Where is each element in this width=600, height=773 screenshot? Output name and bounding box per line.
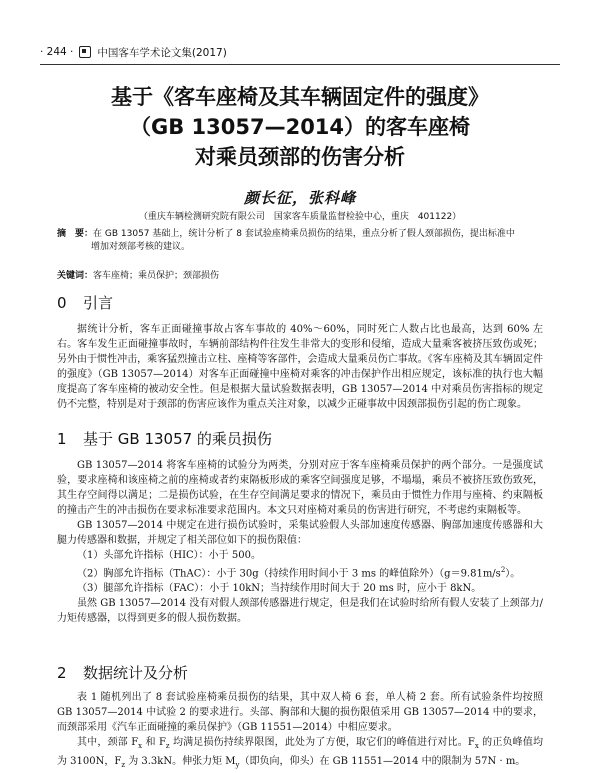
abstract-text-2: 增加对颈部考核的建议。 [91,242,191,252]
list-item: （1）头部允许指标（HIC）：小于 500。 [77,550,261,561]
journal-logo-icon [79,46,91,58]
header-divider [40,64,560,65]
page-number: · 244 · [40,46,74,58]
title-line-1: 基于《客车座椅及其车辆固定件的强度》 [111,85,489,109]
paragraph: 据统计分析，客车正面碰撞事故占客车事故的 40%～60%，同时死亡人数占比也最高，达到 60% 左右。客车发生正面碰撞事故时，车辆前部结构件往发生非常大的变形和侵缩，造成大量乘客被挤压致伤或死；另外由于惯性冲击，乘客猛烈撞击立柱、座椅等客部件，会造成大量乘员伤亡事故。《客车座椅及其车辆固定件的强度》（GB 13057—2014）对客车正面碰撞中座椅对乘客的冲击保护作出相应规定，该标准的执行也大幅度提高了客车座椅的被动安全性。但是根据大量试验数据表明，GB 13057—2014 中对乘员伤害指标的规定仍不完整，特别是对于颈部的伤害应该作为重点关注对象，以减少正碰事故中因颈部损伤引起的伤亡现象。 [57,324,543,410]
affiliation: （重庆车辆检测研究院有限公司 国家客车质量监督检验中心，重庆 401122） [138,212,462,222]
abstract [57,228,543,254]
section-2-body [57,690,543,773]
journal-name: 中国客车学术论文集(2017) [97,46,227,59]
title-line-3: 对乘员颈部的伤害分析 [195,145,405,169]
section-number: 0 [57,294,67,312]
abstract-label: 摘 要： [57,229,94,239]
section-title: 引言 [83,294,114,312]
section-heading-introduction [57,292,113,313]
section-heading-statistics [57,662,188,683]
list-item: （3）腿部允许指标（FAC）：小于 10kN；当持续作用时间大于 20 ms 时，应小于 8kN。 [77,583,482,595]
keywords-text: 客车座椅；乘员保护；颈部损伤 [93,271,220,281]
paragraph: 虽然 GB 13057—2014 没有对假人颈部传感器进行规定，但是我们在试验时给所有假人安装了上颈部力/力矩传感器，以得到更多的假人损伤数据。 [57,598,543,625]
authors: 颜长征，张科峰 [243,189,356,207]
keywords [57,268,543,281]
section-title: 基于 GB 13057 的乘员损伤 [83,430,272,448]
title-line-2: （GB 13057—2014）的客车座椅 [129,115,471,139]
paragraph: GB 13057—2014 将客车座椅的试验分为两类，分别对应于客车座椅乘员保护的两个部分。一是强度试验，要求座椅和该座椅之前的座椅或者约束隔板形成的乘客空间强度足够，不塌塌，乘员不被挤压致伤致死，其生存空间得以满足；二是损伤试验，在生存空间满足要求的情况下，乘员由于惯性力作用与座椅、约束隔板的撞击产生的冲击损伤在要求标准要求范围内。本文只对座椅对乘员的伤害进行研究，不考虑约束隔板等。 [57,460,543,516]
list-item: （2）胸部允许指标（ThAC）：小于 30g（持续作用时间小于 3 ms 的峰值除外）$(g=9.81m/s^2)$。 [77,566,521,580]
section-number: 2 [57,664,67,682]
paragraph: GB 13057—2014 中规定在进行损伤试验时，采集试验假人头部加速度传感器、胸部加速度传感器和大腿力传感器和数据，并规定了相关部位如下的损伤限值： [57,520,543,546]
section-number: 1 [57,430,67,448]
section-title: 数据统计及分析 [83,664,189,682]
abstract-text-1: 在 GB 13057 基础上，统计分析了 8 套试验座椅乘员损伤的结果，重点分析了假人颈部损伤，提出标准中 [93,229,515,239]
section-1-body [57,458,543,626]
paragraph: 其中，颈部 $F_x$ 和 $F_z$ 均满足损伤持续界限图，此处为了方便，取它们的峰值进行对比。$F_x$ 的正负峰值均为 3100N，$F_z$ 为 3.3kN。伸张力矩 $M_y$（即负向，仰头）在 GB 11551—2014 中的限制为 57N · m。 [57,737,543,769]
running-header [40,42,560,62]
keywords-label: 关键词： [57,271,94,281]
paragraph: 表 1 随机列出了 8 套试验座椅乘员损伤的结果，其中双人椅 6 套，单人椅 2 套。所有试验条件均按照 GB 13057—2014 中试验 2 的要求进行。头部、胸部和大腿的损伤限值采用 GB 13057—2014 中的要求，而颈部采用《汽车正面碰撞的乘员保护》（GB 11551—2014）中相应要求。 [57,692,543,733]
section-heading-injury [57,428,272,449]
section-0-body [57,322,543,412]
